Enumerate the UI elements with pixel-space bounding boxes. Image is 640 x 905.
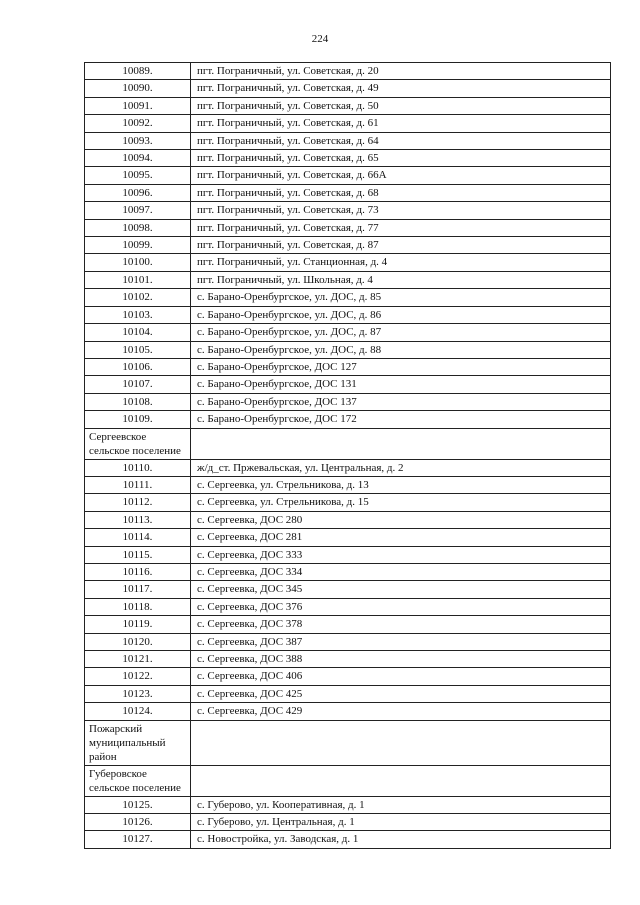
table-row (85, 289, 611, 306)
row-address: с. Барано-Оренбургское, ДОС 137 (191, 393, 611, 410)
row-address: с. Барано-Оренбургское, ул. ДОС, д. 86 (191, 306, 611, 323)
row-address: с. Сергеевка, ДОС 425 (191, 685, 611, 702)
table-row (85, 581, 611, 598)
row-number: 10105. (85, 341, 191, 358)
row-number: 10103. (85, 306, 191, 323)
row-address: с. Барано-Оренбургское, ул. ДОС, д. 85 (191, 289, 611, 306)
row-address: пгт. Пограничный, ул. Советская, д. 49 (191, 80, 611, 97)
row-number: 10094. (85, 150, 191, 167)
row-number: 10097. (85, 202, 191, 219)
row-number: 10127. (85, 831, 191, 848)
row-number: 10095. (85, 167, 191, 184)
table-row (85, 411, 611, 428)
table-row (85, 80, 611, 97)
table-row (85, 97, 611, 114)
section-header-label: Губеровское сельское поселение (85, 765, 191, 796)
row-number: 10108. (85, 393, 191, 410)
table-row (85, 132, 611, 149)
row-address: с. Новостройка, ул. Заводская, д. 1 (191, 831, 611, 848)
row-address: ж/д_ст. Пржевальская, ул. Центральная, д. 2 (191, 459, 611, 476)
row-number: 10090. (85, 80, 191, 97)
section-header-label: Пожарский муниципальный район (85, 720, 191, 765)
row-number: 10118. (85, 598, 191, 615)
row-number: 10101. (85, 271, 191, 288)
row-number: 10114. (85, 529, 191, 546)
row-number: 10091. (85, 97, 191, 114)
table-row (85, 324, 611, 341)
table-row (85, 202, 611, 219)
section-header-row (85, 720, 611, 765)
row-address: пгт. Пограничный, ул. Станционная, д. 4 (191, 254, 611, 271)
row-address: с. Сергеевка, ул. Стрельникова, д. 15 (191, 494, 611, 511)
row-number: 10117. (85, 581, 191, 598)
table-row (85, 563, 611, 580)
section-header-row (85, 765, 611, 796)
table-row (85, 668, 611, 685)
row-number: 10126. (85, 814, 191, 831)
row-address: пгт. Пограничный, ул. Советская, д. 77 (191, 219, 611, 236)
table-row (85, 476, 611, 493)
row-address: с. Сергеевка, ДОС 378 (191, 616, 611, 633)
row-address: пгт. Пограничный, ул. Советская, д. 64 (191, 132, 611, 149)
row-number: 10104. (85, 324, 191, 341)
row-address: пгт. Пограничный, ул. Школьная, д. 4 (191, 271, 611, 288)
row-number: 10115. (85, 546, 191, 563)
row-number: 10111. (85, 476, 191, 493)
table-row (85, 237, 611, 254)
row-number: 10124. (85, 703, 191, 720)
row-address: с. Барано-Оренбургское, ул. ДОС, д. 87 (191, 324, 611, 341)
table-row (85, 150, 611, 167)
row-number: 10125. (85, 796, 191, 813)
row-address: с. Сергеевка, ул. Стрельникова, д. 13 (191, 476, 611, 493)
row-number: 10113. (85, 511, 191, 528)
section-header-empty-cell (191, 765, 611, 796)
row-address: с. Сергеевка, ДОС 406 (191, 668, 611, 685)
table-row (85, 598, 611, 615)
table-row (85, 616, 611, 633)
section-header-empty-cell (191, 428, 611, 459)
row-number: 10123. (85, 685, 191, 702)
table-row (85, 703, 611, 720)
row-address: с. Барано-Оренбургское, ул. ДОС, д. 88 (191, 341, 611, 358)
table-row (85, 341, 611, 358)
row-number: 10089. (85, 63, 191, 80)
row-number: 10106. (85, 358, 191, 375)
row-number: 10098. (85, 219, 191, 236)
section-header-row (85, 428, 611, 459)
page-number: 224 (311, 33, 329, 45)
row-address: пгт. Пограничный, ул. Советская, д. 61 (191, 115, 611, 132)
row-address: с. Сергеевка, ДОС 345 (191, 581, 611, 598)
row-number: 10121. (85, 651, 191, 668)
row-number: 10092. (85, 115, 191, 132)
table-row (85, 651, 611, 668)
table-row (85, 167, 611, 184)
section-header-empty-cell (191, 720, 611, 765)
row-number: 10110. (85, 459, 191, 476)
table-row (85, 831, 611, 848)
row-address: пгт. Пограничный, ул. Советская, д. 73 (191, 202, 611, 219)
row-address: с. Сергеевка, ДОС 388 (191, 651, 611, 668)
row-address: с. Сергеевка, ДОС 429 (191, 703, 611, 720)
row-number: 10102. (85, 289, 191, 306)
table-row (85, 494, 611, 511)
table-row (85, 376, 611, 393)
table-row (85, 254, 611, 271)
row-address: с. Сергеевка, ДОС 387 (191, 633, 611, 650)
row-address: пгт. Пограничный, ул. Советская, д. 20 (191, 63, 611, 80)
row-address: пгт. Пограничный, ул. Советская, д. 50 (191, 97, 611, 114)
table-row (85, 546, 611, 563)
table-row (85, 459, 611, 476)
row-number: 10099. (85, 237, 191, 254)
table-row (85, 685, 611, 702)
table-row (85, 633, 611, 650)
row-address: с. Барано-Оренбургское, ДОС 172 (191, 411, 611, 428)
table-row (85, 393, 611, 410)
row-address: с. Губерово, ул. Центральная, д. 1 (191, 814, 611, 831)
table-row (85, 306, 611, 323)
row-number: 10116. (85, 563, 191, 580)
table-row (85, 358, 611, 375)
row-address: с. Губерово, ул. Кооперативная, д. 1 (191, 796, 611, 813)
row-address: пгт. Пограничный, ул. Советская, д. 66А (191, 167, 611, 184)
row-address: с. Сергеевка, ДОС 334 (191, 563, 611, 580)
row-number: 10122. (85, 668, 191, 685)
row-number: 10096. (85, 184, 191, 201)
section-header-label: Сергеевское сельское поселение (85, 428, 191, 459)
row-number: 10107. (85, 376, 191, 393)
table-row (85, 219, 611, 236)
row-number: 10109. (85, 411, 191, 428)
registry-body (85, 63, 611, 849)
row-number: 10100. (85, 254, 191, 271)
table-row (85, 115, 611, 132)
row-address: с. Сергеевка, ДОС 281 (191, 529, 611, 546)
table-row (85, 184, 611, 201)
address-registry-table (84, 62, 611, 849)
table-row (85, 529, 611, 546)
row-number: 10093. (85, 132, 191, 149)
table-row (85, 814, 611, 831)
table-row (85, 63, 611, 80)
row-address: пгт. Пограничный, ул. Советская, д. 87 (191, 237, 611, 254)
row-number: 10119. (85, 616, 191, 633)
row-address: с. Сергеевка, ДОС 280 (191, 511, 611, 528)
row-address: пгт. Пограничный, ул. Советская, д. 65 (191, 150, 611, 167)
table-row (85, 511, 611, 528)
row-address: пгт. Пограничный, ул. Советская, д. 68 (191, 184, 611, 201)
row-number: 10120. (85, 633, 191, 650)
row-number: 10112. (85, 494, 191, 511)
row-address: с. Барано-Оренбургское, ДОС 131 (191, 376, 611, 393)
table-row (85, 796, 611, 813)
row-address: с. Барано-Оренбургское, ДОС 127 (191, 358, 611, 375)
table-row (85, 271, 611, 288)
row-address: с. Сергеевка, ДОС 333 (191, 546, 611, 563)
row-address: с. Сергеевка, ДОС 376 (191, 598, 611, 615)
